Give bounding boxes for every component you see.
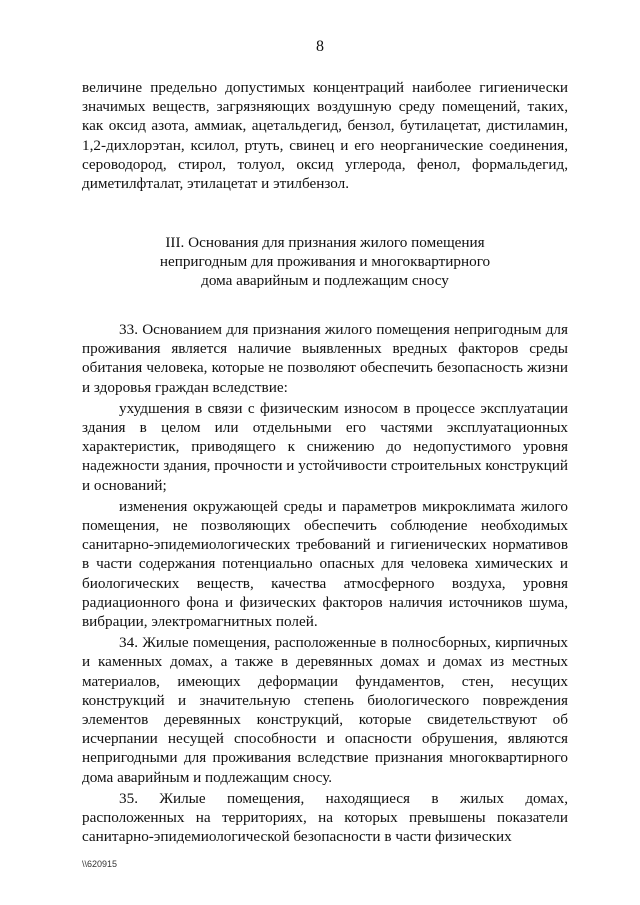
paragraph-33: 33. Основанием для признания жилого помещения непригодным для проживания является наличие выявленных вредных факторов среды обитания человека, которые не позволяют обеспечить безопасность жизни и здоровья граждан вследствие: [82, 321, 568, 396]
section-title-line: непригодным для проживания и многоквартирного [159, 253, 491, 271]
page-number: 8 [316, 38, 324, 55]
section-title-line: дома аварийным и подлежащим сносу [201, 272, 449, 290]
section-body [82, 320, 568, 846]
paragraph-33-item-2: изменения окружающей среды и параметров микроклимата жилого помещения, не позволяющих обеспечить соблюдение необходимых санитарно-эпидемиологических требований и гигиенических нормативов в части содержания потенциально опасных для человека химических и биологических веществ, качества атмосферного воздуха, уровня радиационного фона и физических факторов наличия источников шума, вибрации, электромагнитных полей. [82, 497, 568, 631]
section-title [82, 233, 568, 291]
continued-paragraph: величине предельно допустимых концентраций наиболее гигиенически значимых веществ, загрязняющих воздушную среду помещений, таких, как оксид азота, аммиак, ацетальдегид, бензол, бутилацетат, дистиламин, 1,2-дихлорэтан, ксилол, ртуть, свинец и его неорганические соединения, сероводород, стирол, толуол, оксид углерода, фенол, формальдегид, диметилфталат, этилацетат и этилбензол. [82, 79, 568, 193]
document-code: \\620915 [82, 859, 118, 869]
paragraph-34: 34. Жилые помещения, расположенные в полносборных, кирпичных и каменных домах, а также в деревянных домах и домах из местных материалов, имеющих деформации фундаментов, стен, несущих конструкций и значительную степень биологического повреждения элементов деревянных конструкций, которые свидетельствуют об исчерпании несущей способности и опасности обрушения, являются непригодными для проживания вследствие признания многоквартирного дома аварийным и подлежащим сносу. [82, 634, 568, 786]
paragraph-35: 35. Жилые помещения, находящиеся в жилых домах, расположенных на территориях, на которых превышены показатели санитарно-эпидемиологической безопасности в части физических [82, 789, 568, 846]
paragraph-33-item-1: ухудшения в связи с физическим износом в процессе эксплуатации здания в целом или отдельными его частями эксплуатационных характеристик, приводящего к снижению до недопустимого уровня надежности здания, прочности и устойчивости строительных конструкций и оснований; [82, 399, 568, 494]
section-title-line: III. Основания для признания жилого помещения [165, 234, 485, 251]
